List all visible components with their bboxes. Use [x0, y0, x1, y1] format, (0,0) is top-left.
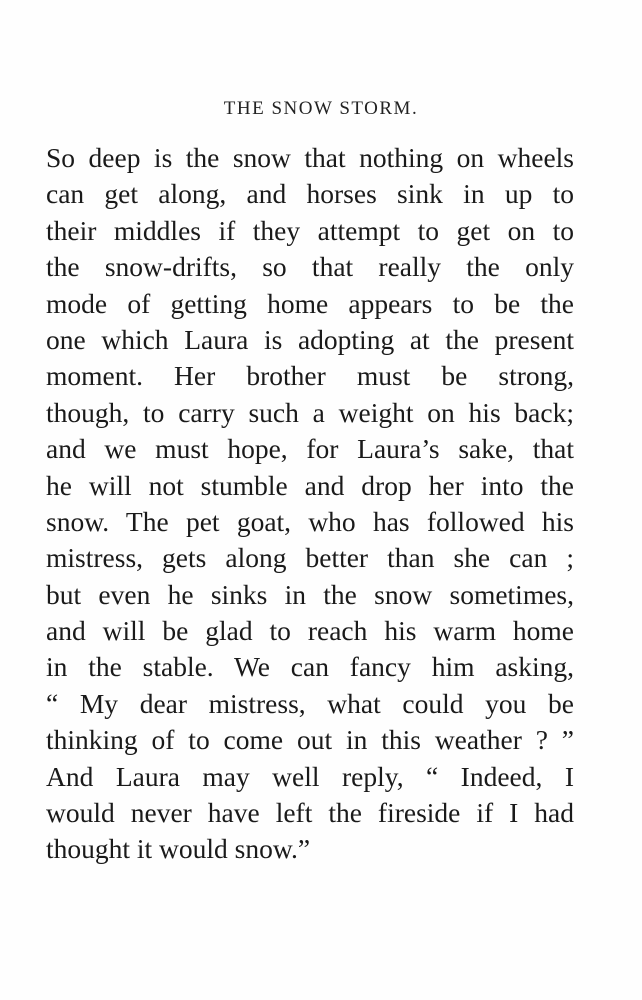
text-line: the snow-drifts, so that really the only [46, 251, 574, 283]
text-line-last: thought it would snow.” [46, 833, 311, 865]
text-line: one which Laura is adopting at the present [46, 323, 574, 355]
text-line: mistress, gets along better than she can ; [46, 542, 574, 574]
text-line: would never have left the fireside if I had [46, 797, 574, 829]
text-line: though, to carry such a weight on his back; [46, 396, 574, 428]
text-line: snow. The pet goat, who has followed his [46, 505, 574, 537]
text-line: mode of getting home appears to be the [46, 287, 574, 319]
body-paragraph [46, 140, 574, 868]
text-line: and will be glad to reach his warm home [46, 615, 574, 647]
text-line: their middles if they attempt to get on to [46, 214, 574, 246]
text-line: thinking of to come out in this weather ? ” [46, 724, 574, 756]
text-line: can get along, and horses sink in up to [46, 178, 574, 210]
text-line: moment. Her brother must be strong, [46, 360, 574, 392]
text-line: “ My dear mistress, what could you be [46, 687, 574, 719]
text-line: So deep is the snow that nothing on wheels [46, 142, 574, 173]
text-line: in the stable. We can fancy him asking, [46, 651, 574, 683]
text-line: And Laura may well reply, “ Indeed, I [46, 760, 574, 792]
text-line: but even he sinks in the snow sometimes, [46, 578, 574, 610]
text-line: and we must hope, for Laura’s sake, that [46, 433, 574, 465]
text-line: he will not stumble and drop her into the [46, 469, 574, 501]
running-head: THE SNOW STORM. [223, 98, 419, 119]
